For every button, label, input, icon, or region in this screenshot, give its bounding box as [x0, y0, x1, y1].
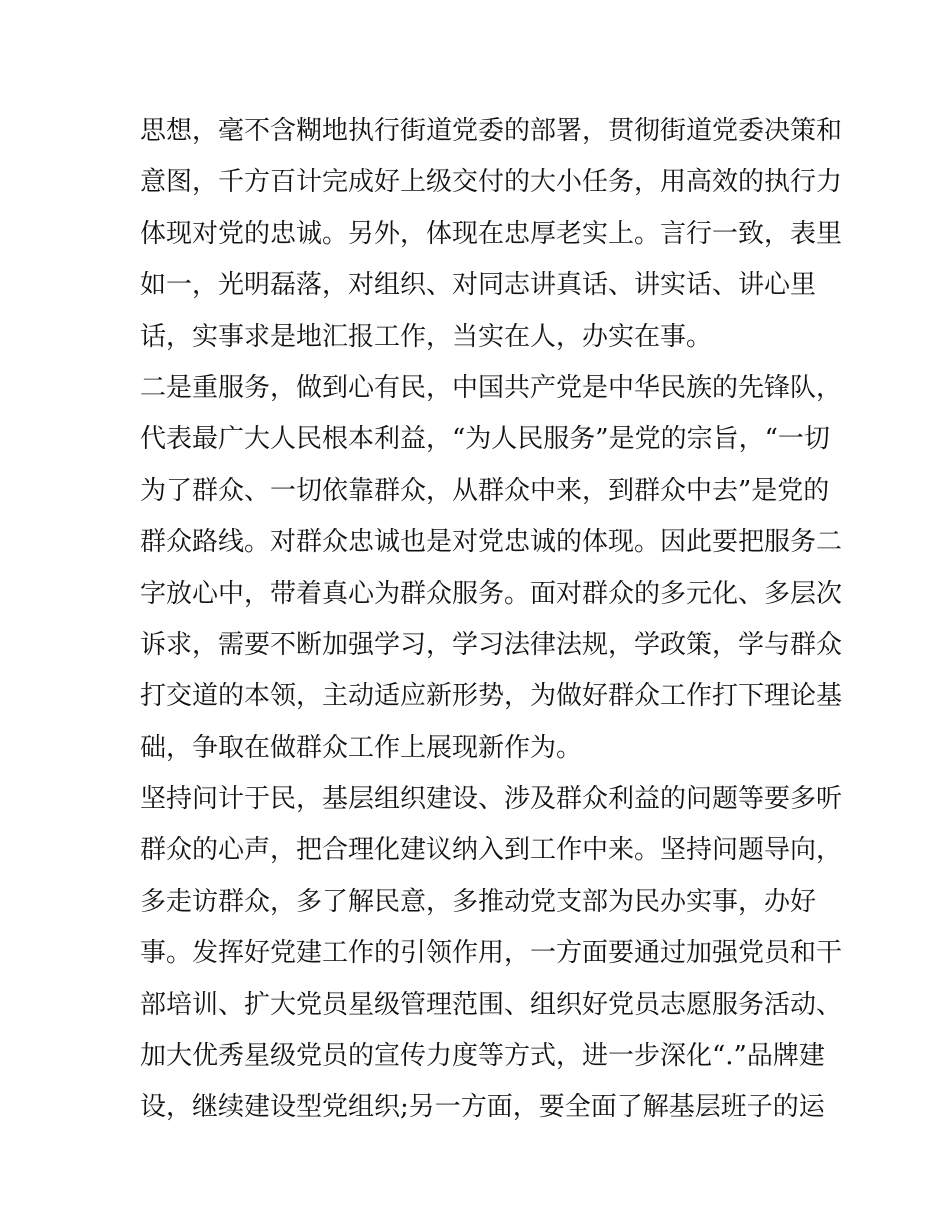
text-line: 坚持问计于民，基层组织建设、涉及群众利益的问题等要多听	[140, 784, 843, 815]
text-line: 意图，千方百计完成好上级交付的大小任务，用高效的执行力	[140, 167, 843, 198]
text-line: 加大优秀星级党员的宣传力度等方式，进一步深化“.”品牌建	[140, 1041, 825, 1072]
text-line: 础，争取在做群众工作上展现新作为。	[140, 732, 583, 763]
text-line: 如一，光明磊落，对组织、对同志讲真话、讲实话、讲心里	[140, 270, 817, 301]
text-line: 多走访群众，多了解民意，多推动党支部为民办实事，办好	[140, 886, 817, 917]
text-line: 话，实事求是地汇报工作，当实在人，办实在事。	[140, 321, 713, 352]
text-line: 部培训、扩大党员星级管理范围、组织好党员志愿服务活动、	[140, 989, 843, 1020]
body-text	[140, 106, 843, 1134]
text-line: 二是重服务，做到心有民，中国共产党是中华民族的先锋队，	[140, 372, 843, 403]
text-line: 打交道的本领，主动适应新形势，为做好群众工作打下理论基	[140, 681, 843, 712]
text-line: 诉求，需要不断加强学习，学习法律法规，学政策，学与群众	[140, 629, 843, 660]
text-line: 思想，毫不含糊地执行街道党委的部署，贯彻街道党委决策和	[140, 116, 843, 146]
text-line: 代表最广大人民根本利益，“为人民服务”是党的宗旨，“一切	[140, 424, 830, 455]
text-line: 字放心中，带着真心为群众服务。面对群众的多元化、多层次	[140, 578, 843, 609]
text-line: 体现对党的忠诚。另外，体现在忠厚老实上。言行一致，表里	[140, 218, 843, 249]
text-line: 群众路线。对群众忠诚也是对党忠诚的体现。因此要把服务二	[140, 527, 843, 558]
text-line: 事。发挥好党建工作的引领作用，一方面要通过加强党员和干	[140, 938, 843, 969]
text-line: 群众的心声，把合理化建议纳入到工作中来。坚持问题导向，	[140, 835, 843, 866]
text-line: 为了群众、一切依靠群众，从群众中来，到群众中去”是党的	[140, 475, 830, 506]
text-line: 设，继续建设型党组织;另一方面，要全面了解基层班子的运	[140, 1092, 825, 1123]
